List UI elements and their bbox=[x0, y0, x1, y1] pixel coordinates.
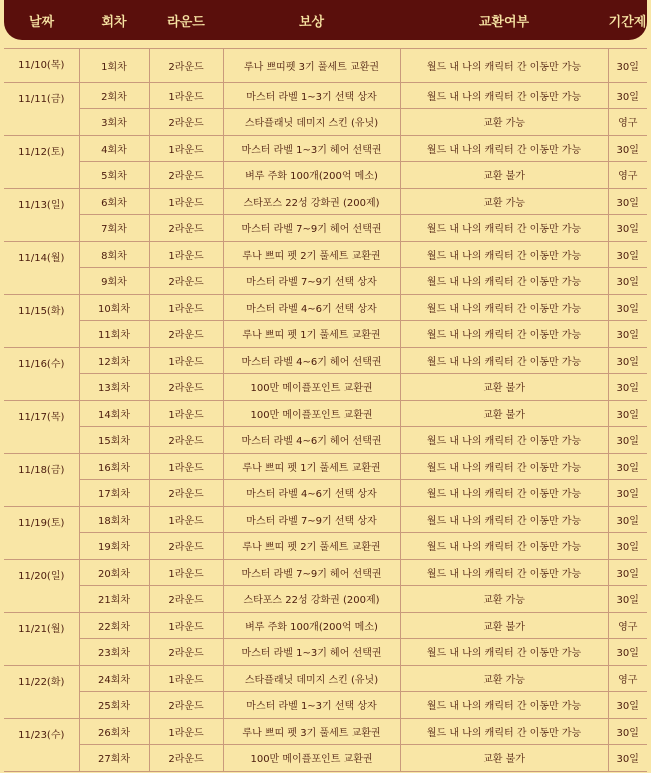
round-cell: 2라운드 bbox=[149, 268, 223, 295]
round-no-cell: 14회차 bbox=[79, 400, 149, 427]
trade-cell: 교환 불가 bbox=[400, 374, 608, 401]
round-cell: 2라운드 bbox=[149, 639, 223, 666]
table-row bbox=[4, 188, 647, 215]
date-cell: 11/20(일) bbox=[4, 559, 79, 612]
round-no-cell: 1회차 bbox=[79, 49, 149, 83]
reward-cell: 마스터 라벨 1~3기 선택 상자 bbox=[223, 692, 400, 719]
trade-cell: 월드 내 나의 캐릭터 간 이동만 가능 bbox=[400, 268, 608, 295]
table-row bbox=[4, 268, 647, 295]
reward-cell: 마스터 라벨 4~6기 선택 상자 bbox=[223, 294, 400, 321]
reward-cell: 마스터 라벨 7~9기 헤어 선택권 bbox=[223, 559, 400, 586]
header-date: 날짜 bbox=[28, 14, 55, 30]
period-cell: 30일 bbox=[608, 188, 647, 215]
trade-cell: 교환 불가 bbox=[400, 162, 608, 189]
period-cell: 30일 bbox=[608, 533, 647, 560]
round-no-cell: 17회차 bbox=[79, 480, 149, 507]
round-cell: 1라운드 bbox=[149, 347, 223, 374]
round-no-cell: 21회차 bbox=[79, 586, 149, 613]
table-row bbox=[4, 506, 647, 533]
period-cell: 30일 bbox=[608, 639, 647, 666]
table-header bbox=[4, 0, 647, 40]
trade-cell: 교환 가능 bbox=[400, 665, 608, 692]
table-row bbox=[4, 215, 647, 242]
reward-cell: 벼루 주화 100개(200억 메소) bbox=[223, 162, 400, 189]
reward-cell: 루나 쁘띠펫 3기 풀세트 교환권 bbox=[223, 49, 400, 83]
reward-cell: 루나 쁘띠 펫 2기 풀세트 교환권 bbox=[223, 241, 400, 268]
reward-cell: 스타포스 22성 강화권 (200제) bbox=[223, 188, 400, 215]
trade-cell: 월드 내 나의 캐릭터 간 이동만 가능 bbox=[400, 135, 608, 162]
round-cell: 1라운드 bbox=[149, 294, 223, 321]
date-cell: 11/12(토) bbox=[4, 135, 79, 188]
date-cell: 11/21(월) bbox=[4, 612, 79, 665]
table-row bbox=[4, 745, 647, 772]
table-row bbox=[4, 400, 647, 427]
trade-cell: 교환 가능 bbox=[400, 586, 608, 613]
round-cell: 2라운드 bbox=[149, 586, 223, 613]
round-no-cell: 3회차 bbox=[79, 109, 149, 136]
period-cell: 30일 bbox=[608, 347, 647, 374]
table-row bbox=[4, 559, 647, 586]
table-row bbox=[4, 135, 647, 162]
round-no-cell: 20회차 bbox=[79, 559, 149, 586]
period-cell: 30일 bbox=[608, 506, 647, 533]
trade-cell: 월드 내 나의 캐릭터 간 이동만 가능 bbox=[400, 241, 608, 268]
round-no-cell: 18회차 bbox=[79, 506, 149, 533]
trade-cell: 월드 내 나의 캐릭터 간 이동만 가능 bbox=[400, 533, 608, 560]
reward-cell: 마스터 라벨 7~9기 선택 상자 bbox=[223, 506, 400, 533]
period-cell: 30일 bbox=[608, 453, 647, 480]
round-cell: 1라운드 bbox=[149, 665, 223, 692]
round-cell: 1라운드 bbox=[149, 400, 223, 427]
table-row bbox=[4, 49, 647, 83]
round-no-cell: 2회차 bbox=[79, 82, 149, 109]
trade-cell: 월드 내 나의 캐릭터 간 이동만 가능 bbox=[400, 453, 608, 480]
date-cell: 11/18(금) bbox=[4, 453, 79, 506]
date-cell: 11/19(토) bbox=[4, 506, 79, 559]
round-no-cell: 25회차 bbox=[79, 692, 149, 719]
period-cell: 영구 bbox=[608, 665, 647, 692]
round-no-cell: 4회차 bbox=[79, 135, 149, 162]
reward-cell: 마스터 라벨 4~6기 헤어 선택권 bbox=[223, 427, 400, 454]
trade-cell: 교환 불가 bbox=[400, 400, 608, 427]
round-no-cell: 16회차 bbox=[79, 453, 149, 480]
round-cell: 1라운드 bbox=[149, 82, 223, 109]
period-cell: 30일 bbox=[608, 480, 647, 507]
round-cell: 2라운드 bbox=[149, 109, 223, 136]
table-row bbox=[4, 533, 647, 560]
date-cell: 11/10(목) bbox=[4, 49, 79, 83]
round-cell: 2라운드 bbox=[149, 745, 223, 772]
round-cell: 1라운드 bbox=[149, 135, 223, 162]
round-no-cell: 27회차 bbox=[79, 745, 149, 772]
table-row bbox=[4, 665, 647, 692]
header-period: 기간제 bbox=[608, 14, 647, 30]
trade-cell: 월드 내 나의 캐릭터 간 이동만 가능 bbox=[400, 718, 608, 745]
date-cell: 11/14(월) bbox=[4, 241, 79, 294]
reward-cell: 마스터 라벨 4~6기 헤어 선택권 bbox=[223, 347, 400, 374]
trade-cell: 월드 내 나의 캐릭터 간 이동만 가능 bbox=[400, 639, 608, 666]
round-cell: 2라운드 bbox=[149, 692, 223, 719]
table-row bbox=[4, 82, 647, 109]
header-trade: 교환여부 bbox=[478, 14, 530, 30]
reward-table bbox=[4, 48, 647, 772]
table-row bbox=[4, 453, 647, 480]
period-cell: 30일 bbox=[608, 268, 647, 295]
round-cell: 2라운드 bbox=[149, 321, 223, 348]
reward-cell: 루나 쁘띠 펫 3기 풀세트 교환권 bbox=[223, 718, 400, 745]
table-row bbox=[4, 374, 647, 401]
round-cell: 2라운드 bbox=[149, 374, 223, 401]
reward-cell: 스타플래닛 데미지 스킨 (유닛) bbox=[223, 109, 400, 136]
trade-cell: 월드 내 나의 캐릭터 간 이동만 가능 bbox=[400, 49, 608, 83]
trade-cell: 월드 내 나의 캐릭터 간 이동만 가능 bbox=[400, 692, 608, 719]
table-row bbox=[4, 639, 647, 666]
trade-cell: 교환 가능 bbox=[400, 109, 608, 136]
period-cell: 영구 bbox=[608, 162, 647, 189]
trade-cell: 월드 내 나의 캐릭터 간 이동만 가능 bbox=[400, 347, 608, 374]
date-cell: 11/17(목) bbox=[4, 400, 79, 453]
round-no-cell: 12회차 bbox=[79, 347, 149, 374]
round-no-cell: 6회차 bbox=[79, 188, 149, 215]
round-cell: 2라운드 bbox=[149, 533, 223, 560]
trade-cell: 월드 내 나의 캐릭터 간 이동만 가능 bbox=[400, 294, 608, 321]
trade-cell: 교환 불가 bbox=[400, 612, 608, 639]
trade-cell: 월드 내 나의 캐릭터 간 이동만 가능 bbox=[400, 480, 608, 507]
date-cell: 11/11(금) bbox=[4, 82, 79, 135]
table-row bbox=[4, 321, 647, 348]
period-cell: 30일 bbox=[608, 718, 647, 745]
period-cell: 30일 bbox=[608, 400, 647, 427]
trade-cell: 월드 내 나의 캐릭터 간 이동만 가능 bbox=[400, 321, 608, 348]
round-no-cell: 9회차 bbox=[79, 268, 149, 295]
round-cell: 1라운드 bbox=[149, 188, 223, 215]
round-no-cell: 26회차 bbox=[79, 718, 149, 745]
table-row bbox=[4, 612, 647, 639]
reward-cell: 스타포스 22성 강화권 (200제) bbox=[223, 586, 400, 613]
round-no-cell: 11회차 bbox=[79, 321, 149, 348]
reward-cell: 마스터 라벨 7~9기 선택 상자 bbox=[223, 268, 400, 295]
period-cell: 30일 bbox=[608, 559, 647, 586]
round-cell: 1라운드 bbox=[149, 559, 223, 586]
table-row bbox=[4, 692, 647, 719]
period-cell: 30일 bbox=[608, 586, 647, 613]
table-row bbox=[4, 241, 647, 268]
round-no-cell: 23회차 bbox=[79, 639, 149, 666]
table-row bbox=[4, 480, 647, 507]
period-cell: 30일 bbox=[608, 135, 647, 162]
period-cell: 30일 bbox=[608, 215, 647, 242]
period-cell: 30일 bbox=[608, 49, 647, 83]
trade-cell: 교환 불가 bbox=[400, 745, 608, 772]
reward-cell: 100만 메이플포인트 교환권 bbox=[223, 745, 400, 772]
date-cell: 11/22(화) bbox=[4, 665, 79, 718]
period-cell: 30일 bbox=[608, 692, 647, 719]
trade-cell: 월드 내 나의 캐릭터 간 이동만 가능 bbox=[400, 559, 608, 586]
period-cell: 영구 bbox=[608, 109, 647, 136]
reward-cell: 벼루 주화 100개(200억 메소) bbox=[223, 612, 400, 639]
round-cell: 1라운드 bbox=[149, 506, 223, 533]
round-cell: 1라운드 bbox=[149, 241, 223, 268]
period-cell: 30일 bbox=[608, 321, 647, 348]
trade-cell: 월드 내 나의 캐릭터 간 이동만 가능 bbox=[400, 506, 608, 533]
date-cell: 11/13(일) bbox=[4, 188, 79, 241]
reward-cell: 100만 메이플포인트 교환권 bbox=[223, 400, 400, 427]
trade-cell: 월드 내 나의 캐릭터 간 이동만 가능 bbox=[400, 427, 608, 454]
round-no-cell: 19회차 bbox=[79, 533, 149, 560]
reward-cell: 마스터 라벨 7~9기 헤어 선택권 bbox=[223, 215, 400, 242]
table-row bbox=[4, 109, 647, 136]
reward-cell: 마스터 라벨 1~3기 선택 상자 bbox=[223, 82, 400, 109]
period-cell: 영구 bbox=[608, 612, 647, 639]
round-no-cell: 22회차 bbox=[79, 612, 149, 639]
period-cell: 30일 bbox=[608, 427, 647, 454]
header-reward: 보상 bbox=[298, 14, 325, 30]
date-cell: 11/15(화) bbox=[4, 294, 79, 347]
period-cell: 30일 bbox=[608, 374, 647, 401]
round-no-cell: 7회차 bbox=[79, 215, 149, 242]
trade-cell: 월드 내 나의 캐릭터 간 이동만 가능 bbox=[400, 82, 608, 109]
period-cell: 30일 bbox=[608, 82, 647, 109]
header-round: 라운드 bbox=[167, 14, 205, 30]
round-no-cell: 24회차 bbox=[79, 665, 149, 692]
round-cell: 2라운드 bbox=[149, 162, 223, 189]
table-row bbox=[4, 718, 647, 745]
reward-cell: 마스터 라벨 1~3기 헤어 선택권 bbox=[223, 135, 400, 162]
table-row bbox=[4, 294, 647, 321]
trade-cell: 교환 가능 bbox=[400, 188, 608, 215]
round-no-cell: 10회차 bbox=[79, 294, 149, 321]
round-cell: 2라운드 bbox=[149, 49, 223, 83]
reward-cell: 마스터 라벨 1~3기 헤어 선택권 bbox=[223, 639, 400, 666]
round-cell: 1라운드 bbox=[149, 453, 223, 480]
round-cell: 2라운드 bbox=[149, 215, 223, 242]
header-round-no: 회차 bbox=[101, 14, 127, 30]
round-no-cell: 15회차 bbox=[79, 427, 149, 454]
period-cell: 30일 bbox=[608, 294, 647, 321]
round-cell: 1라운드 bbox=[149, 718, 223, 745]
round-cell: 1라운드 bbox=[149, 612, 223, 639]
reward-cell: 루나 쁘띠 펫 1기 풀세트 교환권 bbox=[223, 453, 400, 480]
reward-cell: 마스터 라벨 4~6기 선택 상자 bbox=[223, 480, 400, 507]
table-row bbox=[4, 347, 647, 374]
round-cell: 2라운드 bbox=[149, 427, 223, 454]
date-cell: 11/23(수) bbox=[4, 718, 79, 771]
reward-cell: 루나 쁘띠 펫 2기 풀세트 교환권 bbox=[223, 533, 400, 560]
table-row bbox=[4, 586, 647, 613]
reward-cell: 스타플래닛 데미지 스킨 (유닛) bbox=[223, 665, 400, 692]
period-cell: 30일 bbox=[608, 745, 647, 772]
round-no-cell: 8회차 bbox=[79, 241, 149, 268]
table-row bbox=[4, 162, 647, 189]
table-row bbox=[4, 427, 647, 454]
trade-cell: 월드 내 나의 캐릭터 간 이동만 가능 bbox=[400, 215, 608, 242]
round-no-cell: 13회차 bbox=[79, 374, 149, 401]
round-no-cell: 5회차 bbox=[79, 162, 149, 189]
reward-cell: 100만 메이플포인트 교환권 bbox=[223, 374, 400, 401]
reward-cell: 루나 쁘띠 펫 1기 풀세트 교환권 bbox=[223, 321, 400, 348]
date-cell: 11/16(수) bbox=[4, 347, 79, 400]
round-cell: 2라운드 bbox=[149, 480, 223, 507]
period-cell: 30일 bbox=[608, 241, 647, 268]
